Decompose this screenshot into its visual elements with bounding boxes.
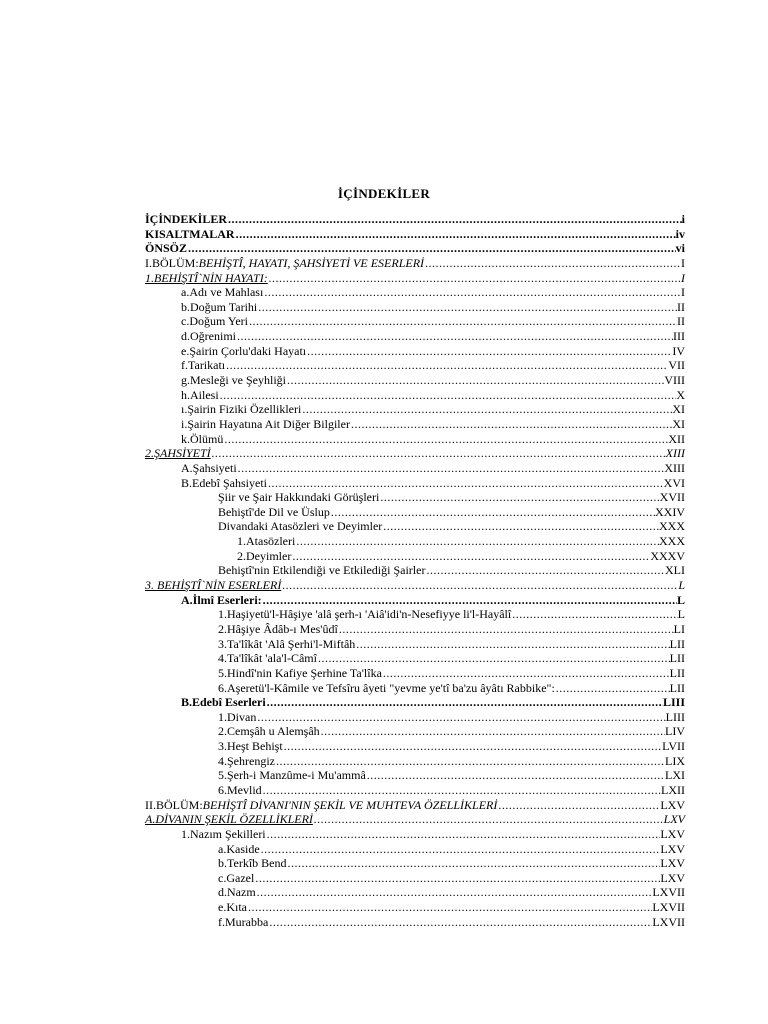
toc-entry-page: LIX bbox=[665, 753, 685, 768]
dot-leader bbox=[286, 373, 664, 388]
dot-leader bbox=[260, 842, 661, 857]
toc-entry[interactable] bbox=[145, 417, 685, 432]
toc-entry[interactable] bbox=[145, 578, 685, 593]
toc-entry[interactable] bbox=[145, 344, 685, 359]
toc-entry-page: LXV bbox=[660, 856, 685, 871]
toc-entry-label: e.Kıta bbox=[218, 900, 247, 915]
toc-entry-label: Şiir ve Şair Hakkındaki Görüşleri bbox=[218, 490, 380, 505]
toc-entry-page: XIII bbox=[665, 446, 685, 461]
table-of-contents bbox=[145, 212, 685, 929]
dot-leader bbox=[283, 739, 662, 754]
toc-entry-label: A.Şahsiyeti bbox=[181, 460, 237, 475]
toc-entry-page: LIII bbox=[665, 709, 685, 724]
toc-entry-label: 1.Atasözleri bbox=[237, 534, 296, 549]
toc-entry-page: XVI bbox=[663, 475, 685, 490]
toc-entry-label: Behiştî'de Dil ve Üslup bbox=[218, 504, 330, 519]
toc-entry[interactable] bbox=[145, 842, 685, 857]
toc-entry-page: LXI bbox=[665, 768, 685, 783]
toc-entry[interactable] bbox=[145, 534, 685, 549]
toc-entry[interactable] bbox=[145, 476, 685, 491]
dot-leader bbox=[497, 798, 660, 813]
dot-leader bbox=[511, 607, 677, 622]
dot-leader bbox=[555, 681, 670, 696]
toc-entry-label: 1.Nazım Şekilleri bbox=[181, 826, 266, 841]
toc-entry[interactable] bbox=[145, 256, 685, 271]
toc-entry-page: i bbox=[681, 212, 685, 226]
toc-entry[interactable] bbox=[145, 563, 685, 578]
toc-entry[interactable] bbox=[145, 358, 685, 373]
toc-entry[interactable] bbox=[145, 402, 685, 417]
toc-entry[interactable] bbox=[145, 871, 685, 886]
toc-entry[interactable] bbox=[145, 827, 685, 842]
toc-entry-label: A.DİVANIN ŞEKİL ÖZELLİKLERİ bbox=[145, 812, 313, 827]
toc-entry[interactable] bbox=[145, 271, 685, 286]
toc-entry-label: 3. BEHİŞTÎ`NİN ESERLERİ bbox=[145, 578, 282, 593]
toc-entry-label: 3.Ta'lîkât 'Alâ Şerhi'l-Miftâh bbox=[218, 636, 356, 651]
toc-entry[interactable] bbox=[145, 373, 685, 388]
toc-entry-page: I bbox=[681, 285, 685, 300]
toc-entry-page: XVII bbox=[659, 490, 685, 505]
toc-entry[interactable] bbox=[145, 432, 685, 447]
toc-entry[interactable] bbox=[145, 241, 685, 256]
dot-leader bbox=[281, 578, 678, 593]
toc-entry[interactable] bbox=[145, 710, 685, 725]
dot-leader bbox=[313, 812, 664, 827]
toc-entry[interactable] bbox=[145, 314, 685, 329]
dot-leader bbox=[301, 402, 672, 417]
dot-leader bbox=[268, 915, 652, 930]
dot-leader bbox=[235, 227, 676, 242]
dot-leader bbox=[317, 651, 670, 666]
toc-entry-page: LXV bbox=[660, 826, 685, 841]
toc-entry[interactable] bbox=[145, 915, 685, 930]
dot-leader bbox=[425, 563, 665, 578]
toc-entry[interactable] bbox=[145, 798, 685, 813]
toc-entry-label: b.Terkîb Bend bbox=[218, 856, 287, 871]
toc-entry[interactable] bbox=[145, 388, 685, 403]
dot-leader bbox=[266, 695, 663, 710]
toc-entry-page: LXVII bbox=[652, 885, 685, 900]
toc-entry[interactable] bbox=[145, 754, 685, 769]
toc-entry-title: BEHİŞTÎ DİVANI'NIN ŞEKİL VE MUHTEVA ÖZELLİKLERİ bbox=[202, 797, 498, 812]
toc-entry[interactable] bbox=[145, 856, 685, 871]
toc-entry-label: c.Gazel bbox=[218, 870, 255, 885]
toc-entry[interactable] bbox=[145, 900, 685, 915]
toc-entry-page: LIV bbox=[665, 724, 685, 739]
toc-entry[interactable] bbox=[145, 519, 685, 534]
toc-entry-page: XXX bbox=[659, 534, 685, 549]
toc-entry-label: 6.Aşeretü'l-Kâmile ve Tefsîru âyeti "yevme ye'tî ba'zu âyâtı Rabbike": bbox=[218, 680, 555, 695]
toc-entry[interactable] bbox=[145, 285, 685, 300]
toc-entry-page: vi bbox=[675, 241, 685, 256]
toc-entry-page: LXV bbox=[660, 797, 685, 812]
toc-entry-label: Divandaki Atasözleri ve Deyimler bbox=[218, 519, 383, 534]
toc-entry-page: LXVII bbox=[652, 900, 685, 915]
toc-entry-label: c.Doğum Yeri bbox=[181, 314, 249, 329]
toc-entry[interactable] bbox=[145, 446, 685, 461]
toc-entry-label: II.BÖLÜM: bbox=[145, 797, 203, 812]
toc-entry-label: g.Mesleği ve Şeyhliği bbox=[181, 373, 286, 388]
dot-leader bbox=[366, 768, 665, 783]
toc-entry-page: VIII bbox=[664, 373, 685, 388]
toc-entry-page: L bbox=[676, 592, 685, 607]
toc-entry-page: IV bbox=[672, 343, 685, 358]
dot-leader bbox=[291, 549, 650, 564]
toc-entry[interactable] bbox=[145, 227, 685, 242]
page-title: İÇİNDEKİLER bbox=[337, 186, 431, 201]
toc-entry-label: e.Şairin Çorlu'daki Hayatı bbox=[181, 343, 307, 358]
toc-entry-label: 1.Divan bbox=[218, 709, 257, 724]
toc-entry[interactable] bbox=[145, 695, 685, 710]
toc-entry-page: I bbox=[681, 255, 685, 270]
dot-leader bbox=[306, 344, 672, 359]
toc-entry-label: I.BÖLÜM: bbox=[145, 255, 199, 270]
dot-leader bbox=[330, 505, 655, 520]
dot-leader bbox=[295, 534, 659, 549]
toc-entry[interactable] bbox=[145, 637, 685, 652]
toc-entry[interactable] bbox=[145, 461, 685, 476]
toc-entry-page: L bbox=[678, 578, 685, 593]
toc-entry-page: LII bbox=[669, 651, 685, 666]
toc-entry-page: III bbox=[673, 329, 685, 344]
toc-entry-label: 1.BEHİŞTÎ`NİN HAYATI: bbox=[145, 270, 268, 285]
toc-entry-label: B.Edebî Eserleri bbox=[181, 695, 266, 710]
toc-entry[interactable] bbox=[145, 651, 685, 666]
toc-entry-page: XXX bbox=[659, 519, 685, 534]
toc-entry-page: LII bbox=[669, 636, 685, 651]
toc-entry[interactable] bbox=[145, 607, 685, 622]
toc-entry[interactable] bbox=[145, 622, 685, 637]
dot-leader bbox=[355, 637, 669, 652]
dot-leader bbox=[263, 285, 681, 300]
toc-entry-label: b.Doğum Tarihi bbox=[181, 299, 258, 314]
toc-entry-label: f.Tarikatı bbox=[181, 358, 226, 373]
toc-entry-page: XI bbox=[672, 402, 685, 417]
toc-entry-page: LXV bbox=[663, 812, 685, 827]
dot-leader bbox=[236, 329, 673, 344]
toc-entry-label: İÇİNDEKİLER bbox=[145, 212, 228, 226]
toc-entry-page: XXIV bbox=[655, 504, 685, 519]
toc-entry-label: i.Şairin Hayatına Ait Diğer Bilgiler bbox=[181, 416, 350, 431]
toc-entry-page: LXVII bbox=[652, 914, 685, 929]
toc-entry-label: a.Adı ve Mahlası bbox=[181, 285, 264, 300]
dot-leader bbox=[350, 417, 672, 432]
dot-leader bbox=[225, 358, 668, 373]
toc-entry-label: ı.Şairin Fiziki Özellikleri bbox=[181, 402, 302, 417]
toc-entry-page: LVII bbox=[662, 739, 685, 754]
dot-leader bbox=[211, 446, 666, 461]
toc-entry[interactable] bbox=[145, 681, 685, 696]
toc-entry-page: XLI bbox=[665, 563, 685, 578]
toc-entry[interactable] bbox=[145, 724, 685, 739]
toc-entry-label: k.Ölümü bbox=[181, 431, 224, 446]
toc-entry-label: ÖNSÖZ bbox=[145, 241, 188, 256]
dot-leader bbox=[257, 300, 677, 315]
dot-leader bbox=[320, 724, 665, 739]
toc-entry-page: LXV bbox=[660, 870, 685, 885]
toc-entry-label: Behiştî'nin Etkilendiği ve Etkilediği Şairler bbox=[218, 563, 426, 578]
dot-leader bbox=[256, 885, 653, 900]
toc-entry[interactable] bbox=[145, 212, 685, 227]
dot-leader bbox=[254, 871, 660, 886]
toc-entry-page: I bbox=[681, 270, 685, 285]
toc-entry-page: XII bbox=[668, 431, 685, 446]
dot-leader bbox=[382, 519, 659, 534]
dot-leader bbox=[262, 593, 677, 608]
toc-entry[interactable] bbox=[145, 783, 685, 798]
toc-entry-label: 5.Hindî'nin Kafiye Şerhine Ta'lîka bbox=[218, 665, 382, 680]
toc-entry[interactable] bbox=[145, 490, 685, 505]
dot-leader bbox=[379, 490, 659, 505]
toc-entry-label: 5.Şerh-i Manzûme-i Mu'ammâ bbox=[218, 768, 366, 783]
dot-leader bbox=[248, 314, 677, 329]
dot-leader bbox=[223, 432, 668, 447]
toc-entry-page: II bbox=[677, 314, 685, 329]
dot-leader bbox=[187, 241, 676, 256]
toc-entry-label: 2.ŞAHSİYETİ bbox=[145, 446, 211, 461]
dot-leader bbox=[424, 256, 681, 271]
dot-leader bbox=[247, 900, 652, 915]
toc-entry-page: X bbox=[676, 387, 685, 402]
dot-leader bbox=[256, 710, 665, 725]
toc-entry[interactable] bbox=[145, 885, 685, 900]
toc-entry[interactable] bbox=[145, 666, 685, 681]
toc-entry-label: f.Murabba bbox=[218, 914, 269, 929]
toc-entry-page: II bbox=[677, 299, 685, 314]
toc-entry-label: a.Kaside bbox=[218, 841, 260, 856]
toc-entry-page: XXXV bbox=[650, 548, 685, 563]
toc-entry-page: LXV bbox=[660, 841, 685, 856]
toc-entry[interactable] bbox=[145, 812, 685, 827]
toc-entry-page: LII bbox=[669, 665, 685, 680]
toc-entry-label: 4.Ta'lîkât 'ala'l-Câmî bbox=[218, 651, 317, 666]
dot-leader bbox=[227, 212, 682, 227]
dot-leader bbox=[382, 666, 670, 681]
dot-leader bbox=[219, 388, 677, 403]
toc-entry-label: KISALTMALAR bbox=[145, 226, 235, 241]
dot-leader bbox=[286, 856, 660, 871]
toc-entry-label: A.İlmî Eserleri: bbox=[181, 592, 262, 607]
dot-leader bbox=[268, 271, 681, 286]
toc-entry-page: LIII bbox=[662, 695, 685, 710]
toc-entry-page: iv bbox=[675, 226, 685, 241]
toc-entry-label: B.Edebî Şahsiyeti bbox=[181, 475, 267, 490]
toc-entry-page: XIII bbox=[664, 460, 685, 475]
toc-entry-page: VII bbox=[668, 358, 685, 373]
toc-entry-label: d.Oğrenimi bbox=[181, 329, 236, 344]
toc-entry-label: 1.Haşiyetü'l-Hâşiye 'alâ şerh-ı 'Aiâ'idi'n-Nesefiyye li'l-Hayâlî bbox=[218, 607, 512, 622]
toc-entry[interactable] bbox=[145, 505, 685, 520]
toc-entry-title: BEHİŞTÎ, HAYATI, ŞAHSİYETİ VE ESERLERİ bbox=[198, 255, 425, 270]
toc-entry-page: XI bbox=[672, 416, 685, 431]
toc-entry[interactable] bbox=[145, 300, 685, 315]
toc-entry-page: L bbox=[677, 607, 685, 622]
dot-leader bbox=[266, 827, 661, 842]
toc-entry-label: h.Ailesi bbox=[181, 387, 219, 402]
toc-entry-label: 2.Deyimler bbox=[237, 548, 292, 563]
toc-entry-label: 2.Hâşiye Âdâb-ı Mes'ûdî bbox=[218, 621, 338, 636]
toc-entry-label: 4.Şehrengiz bbox=[218, 753, 275, 768]
toc-entry-page: LXII bbox=[661, 782, 685, 797]
toc-entry-label: d.Nazm bbox=[218, 885, 256, 900]
toc-entry-label: 2.Cemşâh u Alemşâh bbox=[218, 724, 320, 739]
toc-entry[interactable] bbox=[145, 593, 685, 608]
toc-entry[interactable] bbox=[145, 739, 685, 754]
toc-entry[interactable] bbox=[145, 549, 685, 564]
toc-entry-label: 3.Heşt Behişt bbox=[218, 739, 283, 754]
dot-leader bbox=[237, 461, 665, 476]
dot-leader bbox=[267, 476, 664, 491]
toc-entry[interactable] bbox=[145, 329, 685, 344]
dot-leader bbox=[338, 622, 674, 637]
dot-leader bbox=[262, 783, 661, 798]
toc-entry-label: 6.Mevlid bbox=[218, 782, 262, 797]
toc-entry[interactable] bbox=[145, 768, 685, 783]
toc-entry-page: LII bbox=[669, 680, 685, 695]
dot-leader bbox=[275, 754, 665, 769]
toc-entry-page: LI bbox=[673, 621, 685, 636]
